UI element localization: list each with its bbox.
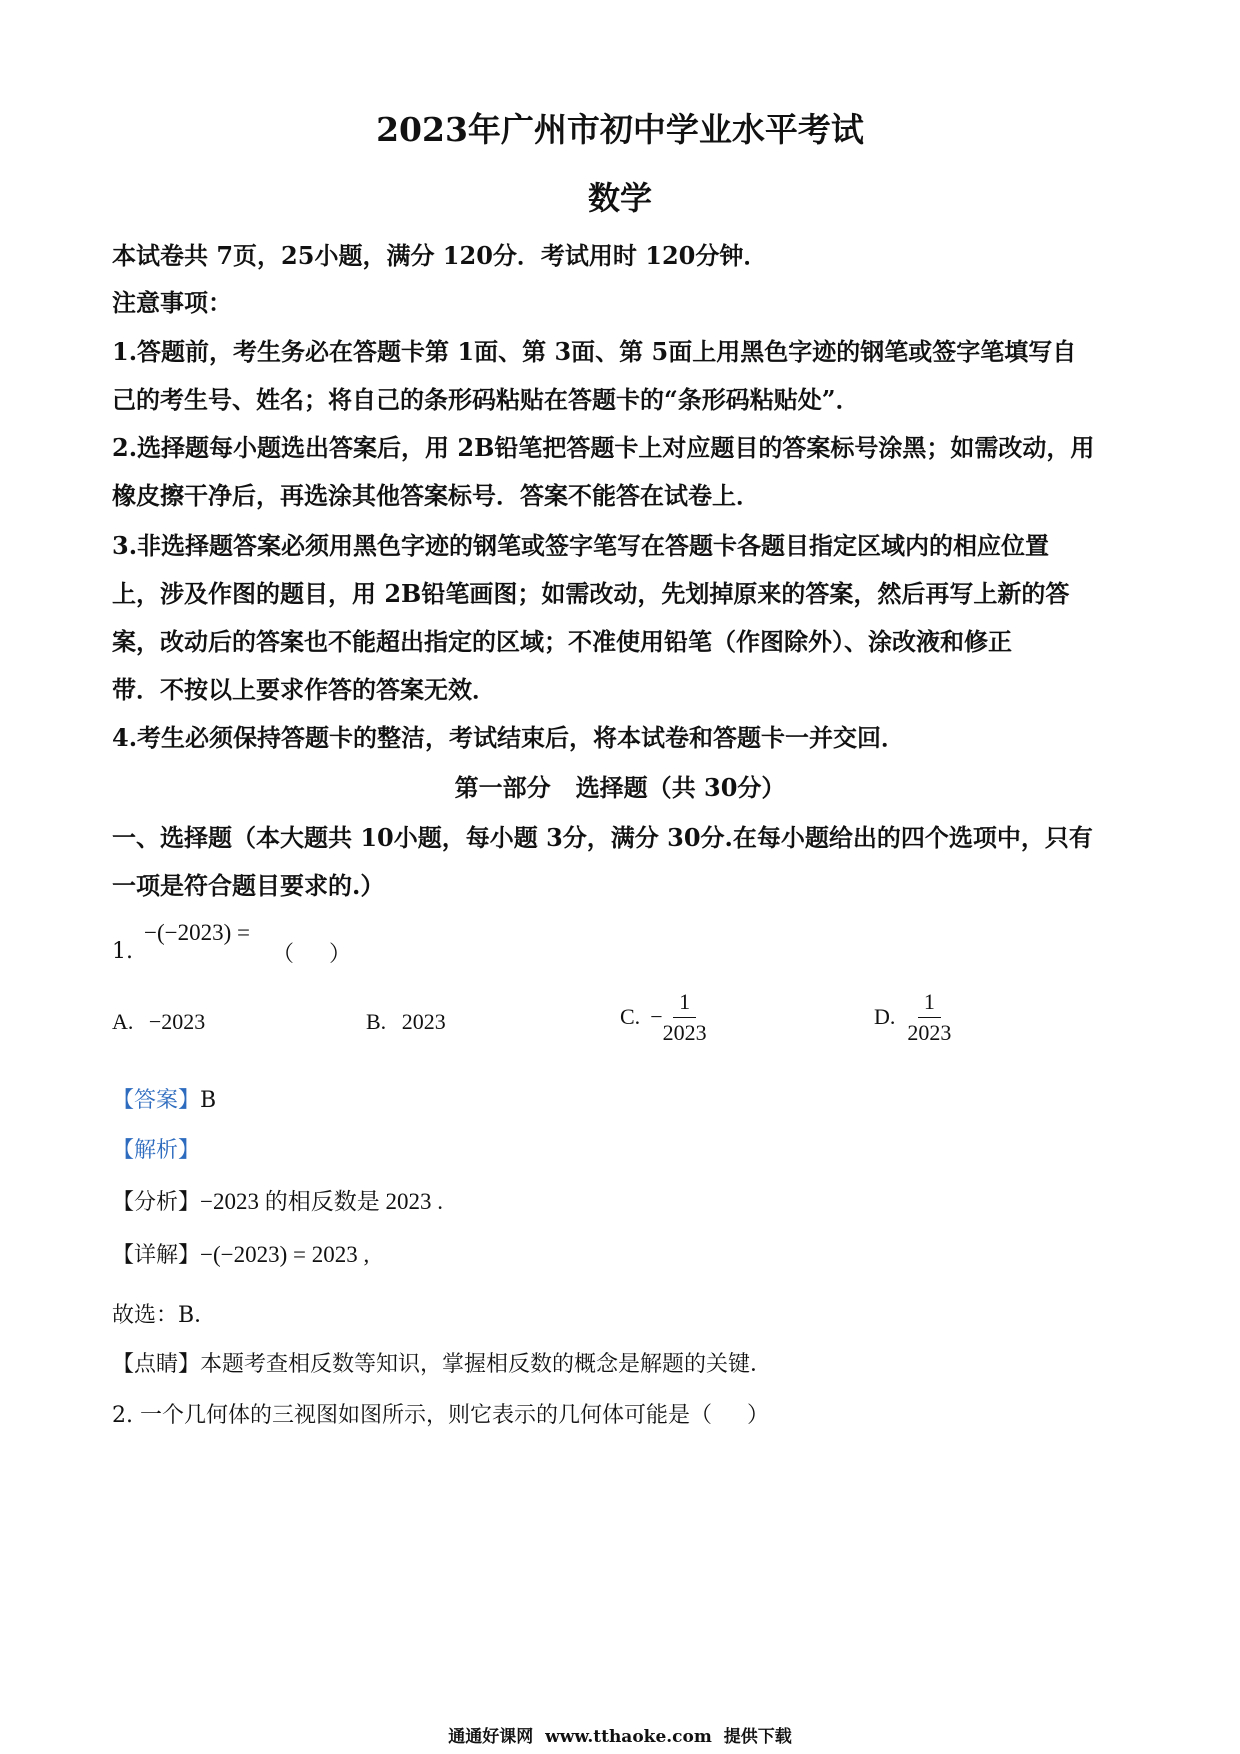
q1-analysis	[112, 1183, 443, 1216]
q1-option-d-fraction	[907, 988, 951, 1046]
notice-3-line-2: 上，涉及作图的题目，用 2B铅笔画图；如需改动，先划掉原来的答案，然后再写上新的答	[112, 579, 1070, 608]
detail-tag: 【详解】	[112, 1243, 201, 1268]
notice-3-line-4: 带．不按以上要求作答的答案无效．	[112, 675, 496, 704]
footer-source: 通通好课网 www.tthaoke.com 提供下载	[448, 1727, 792, 1747]
q1-option-b-value: 2023	[401, 1009, 446, 1034]
q1-option-c-label: C.	[620, 1004, 641, 1029]
q1-choose: 故选：B．	[112, 1303, 217, 1328]
notice-heading: 注意事项：	[112, 288, 232, 317]
q1-option-a-value: −2023	[148, 1009, 206, 1034]
detail-text: −(−2023) = 2023 ,	[200, 1242, 370, 1267]
q1-option-b	[366, 1009, 446, 1035]
q1-detail	[112, 1238, 369, 1269]
notice-2-line-1: 2.选择题每小题选出答案后，用 2B铅笔把答题卡上对应题目的答案标号涂黑；如需改动，用	[112, 433, 1095, 462]
q1-expression: −(−2023) =	[144, 920, 250, 945]
q1-option-c-sign: −	[650, 1004, 663, 1029]
notice-4: 4.考生必须保持答题卡的整洁，考试结束后，将本试卷和答题卡一并交回．	[112, 723, 906, 752]
q1-option-d-label: D.	[874, 1004, 896, 1029]
exam-title: 2023年广州市初中学业水平考试	[376, 110, 864, 149]
analysis-text: −2023 的相反数是 2023 .	[200, 1189, 443, 1214]
q2-text: 2. 一个几何体的三视图如图所示，则它表示的几何体可能是（ ）	[112, 1403, 769, 1428]
part1-heading: 第一部分 选择题（共 30分）	[454, 773, 786, 802]
q1-number: 1.	[112, 939, 133, 964]
q1-option-d-numerator: 1	[918, 988, 941, 1018]
q1-option-c-fraction	[663, 988, 707, 1046]
section-1-line-1: 一、选择题（本大题共 10小题，每小题 3分，满分 30分.在每小题给出的四个选项中，只有	[112, 823, 1093, 852]
jiexi-tag: 【解析】	[112, 1138, 201, 1163]
q1-answer	[112, 1083, 216, 1114]
point-tag: 【点睛】	[112, 1352, 201, 1377]
answer-value: B	[200, 1088, 217, 1113]
notice-1-line-2: 己的考生号、姓名；将自己的条形码粘贴在答题卡的“条形码粘贴处”．	[112, 385, 860, 414]
q1-option-c-numerator: 1	[673, 988, 696, 1018]
q1-option-a-label: A.	[112, 1009, 134, 1034]
section-1-line-2: 一项是符合题目要求的.）	[112, 871, 385, 900]
notice-1-line-1: 1.答题前，考生务必在答题卡第 1面、第 3面、第 5面上用黑色字迹的钢笔或签字笔填写自	[112, 337, 1077, 366]
notice-3-line-1: 3.非选择题答案必须用黑色字迹的钢笔或签字笔写在答题卡各题目指定区域内的相应位置	[112, 531, 1050, 560]
q1-option-a	[112, 1009, 205, 1035]
point-text: 本题考查相反数等知识，掌握相反数的概念是解题的关键．	[200, 1352, 773, 1377]
q1-option-b-label: B.	[366, 1009, 387, 1034]
answer-tag: 【答案】	[112, 1088, 201, 1113]
q1-option-d	[874, 988, 951, 1046]
analysis-tag: 【分析】	[112, 1190, 201, 1215]
q1-option-c	[620, 988, 707, 1046]
exam-subject: 数学	[587, 179, 652, 217]
q1-option-c-denominator: 2023	[662, 1020, 707, 1045]
q1-point	[112, 1347, 772, 1378]
q1-blank: （ ）	[272, 942, 351, 967]
q1-option-d-denominator: 2023	[907, 1020, 952, 1045]
exam-summary: 本试卷共 7页，25小题，满分 120分．考试用时 120分钟．	[112, 241, 768, 270]
notice-3-line-3: 案，改动后的答案也不能超出指定的区域；不准使用铅笔（作图除外）、涂改液和修正	[112, 627, 1012, 656]
notice-2-line-2: 橡皮擦干净后，再选涂其他答案标号．答案不能答在试卷上．	[112, 481, 760, 510]
